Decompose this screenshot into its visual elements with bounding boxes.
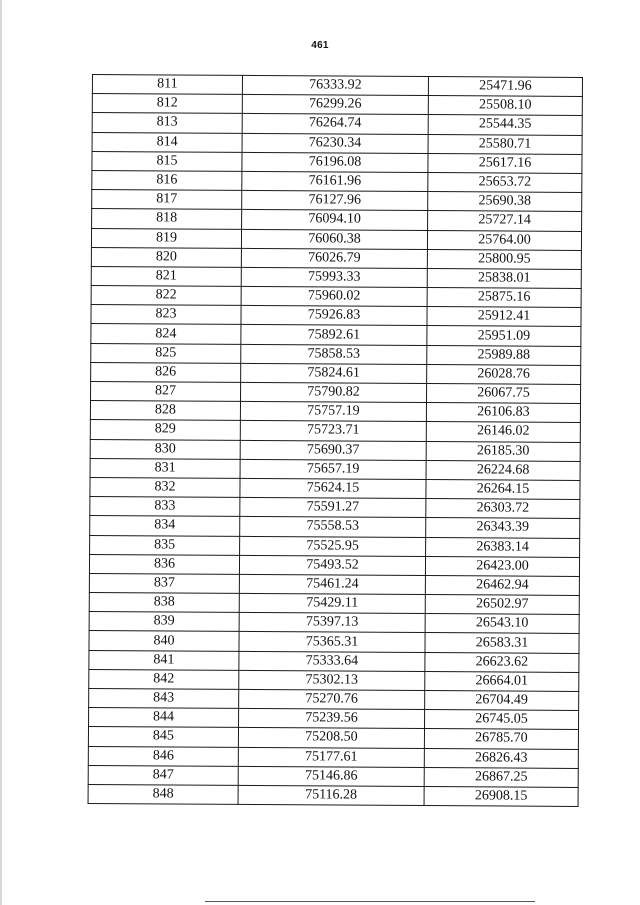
table-row bbox=[92, 209, 582, 231]
serial-number-cell: 839 bbox=[89, 612, 239, 632]
serial-number-cell: 827 bbox=[91, 381, 241, 401]
table-row bbox=[91, 381, 581, 403]
second-value-cell: 25875.16 bbox=[427, 288, 581, 308]
serial-number-cell: 846 bbox=[88, 746, 238, 766]
second-value-cell: 25727.14 bbox=[428, 211, 582, 231]
first-value-cell: 75624.15 bbox=[240, 478, 426, 498]
serial-number-cell: 821 bbox=[91, 266, 241, 286]
table-body bbox=[88, 75, 582, 807]
table-row bbox=[92, 151, 582, 173]
first-value-cell: 75690.37 bbox=[240, 440, 426, 460]
second-value-cell: 26623.62 bbox=[425, 652, 579, 672]
serial-number-cell: 840 bbox=[89, 631, 239, 651]
table-row bbox=[88, 746, 578, 768]
serial-number-cell: 841 bbox=[89, 650, 239, 670]
first-value-cell: 75177.61 bbox=[238, 747, 424, 767]
first-value-cell: 75461.24 bbox=[239, 574, 425, 594]
table-row bbox=[90, 420, 580, 442]
first-value-cell: 75558.53 bbox=[240, 517, 426, 537]
first-value-cell: 76264.74 bbox=[242, 114, 428, 134]
first-value-cell: 75892.61 bbox=[241, 325, 427, 345]
first-value-cell: 76094.10 bbox=[242, 210, 428, 230]
serial-number-cell: 848 bbox=[88, 784, 238, 804]
second-value-cell: 25951.09 bbox=[427, 326, 581, 346]
serial-number-cell: 831 bbox=[90, 458, 240, 478]
second-value-cell: 26343.39 bbox=[426, 518, 580, 538]
first-value-cell: 75525.95 bbox=[240, 536, 426, 556]
serial-number-cell: 820 bbox=[91, 247, 241, 267]
table-row bbox=[90, 477, 580, 499]
serial-number-cell: 822 bbox=[91, 286, 241, 306]
second-value-cell: 26826.43 bbox=[424, 748, 578, 768]
table-row bbox=[90, 458, 580, 480]
first-value-cell: 75757.19 bbox=[240, 402, 426, 422]
first-value-cell: 75723.71 bbox=[240, 421, 426, 441]
scan-edge bbox=[0, 0, 2, 905]
second-value-cell: 25690.38 bbox=[428, 192, 582, 212]
second-value-cell: 26867.25 bbox=[424, 767, 578, 787]
table-row bbox=[88, 784, 578, 806]
first-value-cell: 75790.82 bbox=[241, 382, 427, 402]
first-value-cell: 75116.28 bbox=[238, 785, 424, 805]
second-value-cell: 25800.95 bbox=[427, 249, 581, 269]
table-row bbox=[89, 593, 579, 615]
table-row bbox=[89, 650, 579, 672]
first-value-cell: 75493.52 bbox=[239, 555, 425, 575]
second-value-cell: 25912.41 bbox=[427, 307, 581, 327]
first-value-cell: 75208.50 bbox=[238, 728, 424, 748]
first-value-cell: 75993.33 bbox=[241, 267, 427, 287]
serial-number-cell: 832 bbox=[90, 477, 240, 497]
serial-number-cell: 817 bbox=[92, 190, 242, 210]
serial-number-cell: 830 bbox=[90, 439, 240, 459]
serial-number-cell: 814 bbox=[92, 132, 242, 152]
table-row bbox=[90, 516, 580, 538]
serial-number-cell: 818 bbox=[92, 209, 242, 229]
serial-number-cell: 837 bbox=[89, 573, 239, 593]
second-value-cell: 25580.71 bbox=[428, 134, 582, 154]
second-value-cell: 26303.72 bbox=[426, 499, 580, 519]
serial-number-cell: 826 bbox=[91, 362, 241, 382]
second-value-cell: 25838.01 bbox=[427, 268, 581, 288]
table-row bbox=[90, 401, 580, 423]
first-value-cell: 75960.02 bbox=[241, 286, 427, 306]
first-value-cell: 76026.79 bbox=[241, 248, 427, 268]
second-value-cell: 26028.76 bbox=[427, 364, 581, 384]
table-row bbox=[91, 324, 581, 346]
first-value-cell: 75146.86 bbox=[238, 766, 424, 786]
second-value-cell: 26502.97 bbox=[425, 595, 579, 615]
second-value-cell: 26185.30 bbox=[426, 441, 580, 461]
table-row bbox=[90, 497, 580, 519]
second-value-cell: 25544.35 bbox=[428, 115, 582, 135]
second-value-cell: 26106.83 bbox=[426, 403, 580, 423]
second-value-cell: 25471.96 bbox=[428, 77, 582, 97]
table-row bbox=[91, 305, 581, 327]
second-value-cell: 26664.01 bbox=[425, 671, 579, 691]
table-row bbox=[88, 727, 578, 749]
first-value-cell: 75926.83 bbox=[241, 306, 427, 326]
second-value-cell: 26908.15 bbox=[424, 786, 578, 806]
serial-number-cell: 811 bbox=[92, 75, 242, 95]
serial-number-cell: 813 bbox=[92, 113, 242, 133]
table-row bbox=[91, 343, 581, 365]
serial-number-cell: 816 bbox=[92, 170, 242, 190]
second-value-cell: 25989.88 bbox=[427, 345, 581, 365]
table-row bbox=[89, 554, 579, 576]
second-value-cell: 25764.00 bbox=[427, 230, 581, 250]
second-value-cell: 25508.10 bbox=[428, 96, 582, 116]
first-value-cell: 75365.31 bbox=[239, 632, 425, 652]
second-value-cell: 26785.70 bbox=[424, 729, 578, 749]
page-number: 461 bbox=[311, 40, 329, 51]
table-row bbox=[89, 612, 579, 634]
first-value-cell: 75657.19 bbox=[240, 459, 426, 479]
table-row bbox=[89, 688, 579, 710]
table-row bbox=[88, 765, 578, 787]
second-value-cell: 26264.15 bbox=[426, 479, 580, 499]
table-row bbox=[89, 708, 579, 730]
first-value-cell: 76060.38 bbox=[241, 229, 427, 249]
first-value-cell: 76127.96 bbox=[242, 191, 428, 211]
serial-number-cell: 825 bbox=[91, 343, 241, 363]
table-row bbox=[92, 113, 582, 135]
serial-number-cell: 838 bbox=[89, 593, 239, 613]
serial-number-cell: 829 bbox=[90, 420, 240, 440]
table-row bbox=[91, 247, 581, 269]
serial-number-cell: 812 bbox=[92, 94, 242, 114]
second-value-cell: 26583.31 bbox=[425, 633, 579, 653]
first-value-cell: 75824.61 bbox=[241, 363, 427, 383]
serial-number-cell: 843 bbox=[89, 688, 239, 708]
table-row bbox=[89, 631, 579, 653]
table-row bbox=[90, 535, 580, 557]
table-row bbox=[92, 170, 582, 192]
table-row bbox=[91, 228, 581, 250]
table-row bbox=[92, 94, 582, 116]
second-value-cell: 26224.68 bbox=[426, 460, 580, 480]
table-row bbox=[92, 132, 582, 154]
serial-number-cell: 819 bbox=[91, 228, 241, 248]
serial-number-cell: 828 bbox=[90, 401, 240, 421]
serial-number-cell: 834 bbox=[90, 516, 240, 536]
first-value-cell: 76161.96 bbox=[242, 171, 428, 191]
first-value-cell: 75397.13 bbox=[239, 613, 425, 633]
first-value-cell: 75270.76 bbox=[239, 689, 425, 709]
second-value-cell: 26745.05 bbox=[425, 710, 579, 730]
table-row bbox=[91, 286, 581, 308]
serial-number-cell: 847 bbox=[88, 765, 238, 785]
serial-number-cell: 833 bbox=[90, 497, 240, 517]
first-value-cell: 75429.11 bbox=[239, 593, 425, 613]
second-value-cell: 25617.16 bbox=[428, 153, 582, 173]
table-row bbox=[90, 439, 580, 461]
table-row bbox=[91, 266, 581, 288]
serial-number-cell: 824 bbox=[91, 324, 241, 344]
table-row bbox=[89, 573, 579, 595]
serial-number-cell: 836 bbox=[89, 554, 239, 574]
first-value-cell: 75333.64 bbox=[239, 651, 425, 671]
second-value-cell: 26146.02 bbox=[426, 422, 580, 442]
first-value-cell: 75591.27 bbox=[240, 498, 426, 518]
first-value-cell: 76196.08 bbox=[242, 152, 428, 172]
second-value-cell: 26067.75 bbox=[426, 384, 580, 404]
second-value-cell: 25653.72 bbox=[428, 172, 582, 192]
second-value-cell: 26543.10 bbox=[425, 614, 579, 634]
first-value-cell: 76230.34 bbox=[242, 133, 428, 153]
table-container bbox=[88, 74, 582, 807]
serial-number-cell: 835 bbox=[90, 535, 240, 555]
data-table bbox=[88, 74, 583, 807]
first-value-cell: 75302.13 bbox=[239, 670, 425, 690]
second-value-cell: 26383.14 bbox=[426, 537, 580, 557]
second-value-cell: 26704.49 bbox=[425, 691, 579, 711]
serial-number-cell: 845 bbox=[88, 727, 238, 747]
serial-number-cell: 844 bbox=[89, 708, 239, 728]
scan-bottom-line bbox=[205, 901, 535, 902]
first-value-cell: 75858.53 bbox=[241, 344, 427, 364]
table-row bbox=[92, 190, 582, 212]
first-value-cell: 75239.56 bbox=[239, 709, 425, 729]
table-row bbox=[89, 669, 579, 691]
second-value-cell: 26423.00 bbox=[425, 556, 579, 576]
second-value-cell: 26462.94 bbox=[425, 575, 579, 595]
first-value-cell: 76333.92 bbox=[242, 75, 428, 95]
table-row bbox=[92, 75, 582, 97]
table-row bbox=[91, 362, 581, 384]
serial-number-cell: 815 bbox=[92, 151, 242, 171]
first-value-cell: 76299.26 bbox=[242, 95, 428, 115]
serial-number-cell: 842 bbox=[89, 669, 239, 689]
serial-number-cell: 823 bbox=[91, 305, 241, 325]
